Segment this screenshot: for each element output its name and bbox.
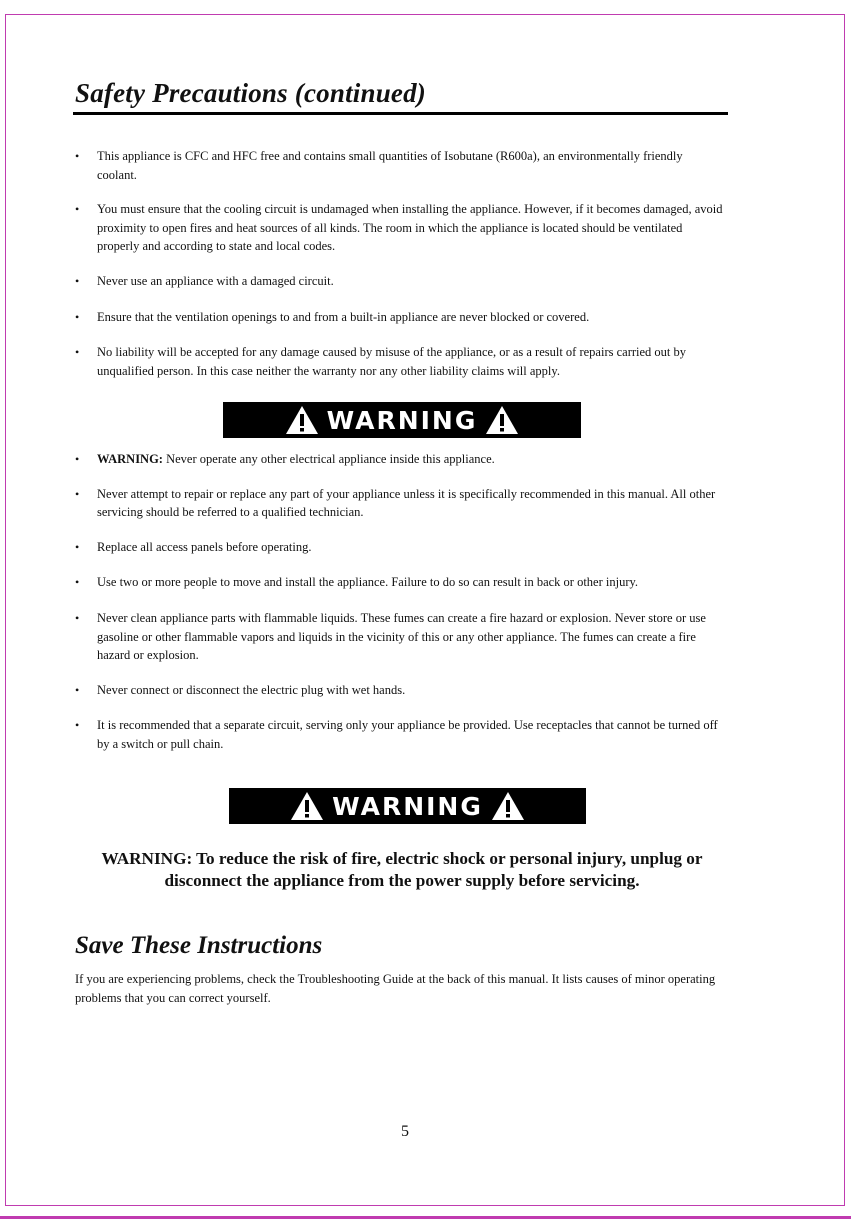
list-item [62, 450, 724, 469]
warning-triangle-icon [290, 791, 324, 821]
warning-banner-text: WARNING [332, 791, 483, 821]
list-item: • You must ensure that the cooling circuit is undamaged when installing the appliance. However, if it becomes damaged, avoid proximity to open fires and heat sources of all kinds. The room in which the appliance is located should be ventilated properly and according to state and local codes. [62, 200, 724, 256]
warning-lead: WARNING: [97, 452, 163, 466]
warning-banner [223, 402, 581, 438]
list-item: • Use two or more people to move and install the appliance. Failure to do so can result in back or other injury. [62, 573, 724, 592]
warning-banner [229, 788, 586, 824]
warning-note: WARNING: To reduce the risk of fire, electric shock or personal injury, unplug or disconnect the appliance from the power supply before servicing. [101, 849, 703, 890]
list-item: • Replace all access panels before operating. [62, 538, 724, 557]
section-title: Save These Instructions [75, 932, 323, 959]
list-item: • Ensure that the ventilation openings to and from a built-in appliance are never blocked or covered. [62, 308, 724, 327]
list-item: • Never attempt to repair or replace any part of your appliance unless it is specifically recommended in this manual. All other servicing should be referred to a qualified technician. [62, 485, 724, 522]
warning-triangle-icon [491, 791, 525, 821]
page-title: Safety Precautions (continued) [75, 78, 426, 108]
list-item: • No liability will be accepted for any damage caused by misuse of the appliance, or as a result of repairs carried out by unqualified person. In this case neither the warranty nor any other liability claims will apply. [62, 343, 724, 380]
safety-list-top [62, 147, 724, 380]
list-item: • This appliance is CFC and HFC free and contains small quantities of Isobutane (R600a), an environmentally friendly coolant. [62, 147, 724, 184]
title-rule [73, 112, 728, 115]
warning-triangle-icon [485, 405, 519, 435]
list-item: • It is recommended that a separate circuit, serving only your appliance be provided. Use receptacles that cannot be turned off by a switch or pull chain. [62, 716, 724, 753]
section-body: If you are experiencing problems, check the Troubleshooting Guide at the back of this manual. It lists causes of minor operating problems that you can correct yourself. [75, 972, 716, 1005]
list-item: • Never connect or disconnect the electric plug with wet hands. [62, 681, 724, 700]
list-item: • Never clean appliance parts with flammable liquids. These fumes can create a fire hazard or explosion. Never store or use gasoline or other flammable vapors and liquids in the vicinity of this or any other appliance. The fumes can create a fire hazard or explosion. [62, 609, 724, 665]
safety-list-bottom [62, 450, 724, 754]
bottom-rule [0, 1216, 851, 1219]
page-number: 5 [401, 1123, 409, 1140]
list-item: • Never use an appliance with a damaged circuit. [62, 272, 724, 291]
list-item-text: Never operate any other electrical appliance inside this appliance. [162, 452, 495, 466]
warning-triangle-icon [285, 405, 319, 435]
warning-banner-text: WARNING [326, 405, 478, 435]
